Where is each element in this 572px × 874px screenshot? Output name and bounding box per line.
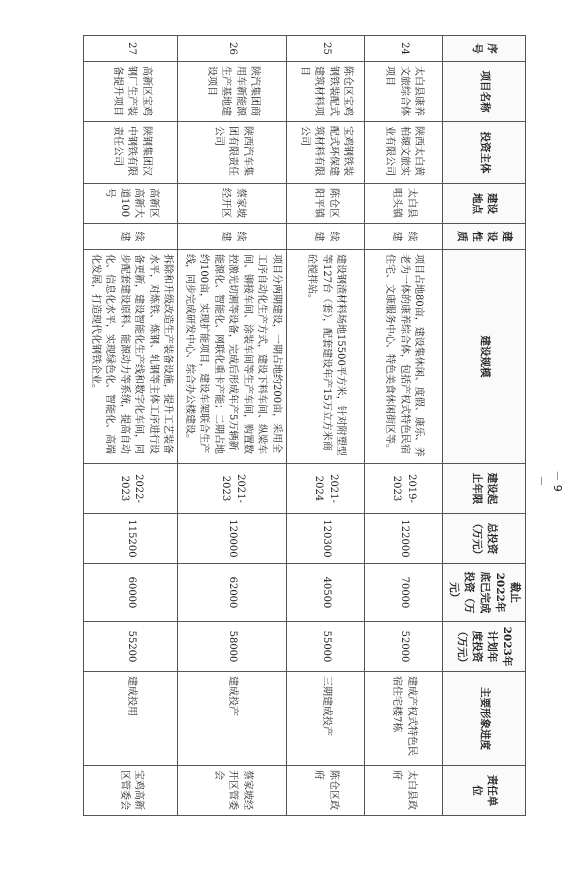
- cell-scale: 项目占地80亩，建设集休闲、度假、康乐、养老为一体的康养综合体，包括产权式特色民宿住宅、文康服务中心、特色美食休闲街区等。: [364, 250, 442, 464]
- cell-seq: 25: [286, 36, 364, 62]
- cell-completed: 40500: [286, 564, 364, 622]
- cell-location: 高新区高新大道100号: [84, 184, 178, 224]
- cell-scale: 拆除和升级改造生产装备设施，提升工艺装备水平，对炼铁、炼钢、轧钢等主体工序进行设备更新，建设智能化生产线和数字化车间，同步配套建设原料、能源动力等系统，提高自动化、信息化水平，实现绿色化、智能化、高端化发展，打造现代化钢铁企业。: [84, 250, 178, 464]
- header-name: 项目名称: [442, 62, 525, 122]
- cell-plan2023: 52000: [364, 622, 442, 672]
- header-location: 建设地点: [442, 184, 525, 224]
- cell-period: 2019-2023: [364, 464, 442, 514]
- cell-name: 陈仓区宝鸡钢铁装配式建筑材料项目: [286, 62, 364, 122]
- header-responsible: 责任单位: [442, 766, 525, 816]
- cell-total: 115200: [84, 514, 178, 564]
- cell-name: 陕汽集团商用车新能源生产基地建设项目: [178, 62, 287, 122]
- header-seq: 序号: [442, 36, 525, 62]
- cell-total: 120000: [178, 514, 287, 564]
- cell-period: 2021-2024: [286, 464, 364, 514]
- cell-seq: 27: [84, 36, 178, 62]
- header-progress: 主要形象进度: [442, 672, 525, 766]
- cell-responsible: 太白县政府: [364, 766, 442, 816]
- header-scale: 建设规模: [442, 250, 525, 464]
- cell-progress: 建成产权式特色民宿住宅楼7栋: [364, 672, 442, 766]
- project-table: [83, 35, 526, 816]
- page-number: － 9 －: [535, 470, 564, 492]
- cell-plan2023: 55200: [84, 622, 178, 672]
- table-row: [364, 36, 442, 816]
- cell-plan2023: 58000: [178, 622, 287, 672]
- header-total: 总投资（万元）: [442, 514, 525, 564]
- cell-nature: 续建: [286, 224, 364, 250]
- cell-total: 122000: [364, 514, 442, 564]
- cell-investor: 陕钢集团汉中钢铁有限责任公司: [84, 122, 178, 184]
- cell-period: 2022-2023: [84, 464, 178, 514]
- cell-completed: 70000: [364, 564, 442, 622]
- header-investor: 投资主体: [442, 122, 525, 184]
- cell-scale: 项目分两期建设，一期占地约200亩，采用全工序自动化生产方式，建设下料车间、纵梁车间、铆接车间、涂装车间等生产车间，购置数控激光切割等设备，完成后形成年产5万辆新能源化、智能化、网联化重卡产能；二期占地约100亩，实现扩能项目，建设车架联合生产线，同步完成研发中心、综合办公楼建设。: [178, 250, 287, 464]
- table-row: [178, 36, 287, 816]
- table-row: [84, 36, 178, 816]
- table-row: [286, 36, 364, 816]
- cell-progress: 三期建成投产: [286, 672, 364, 766]
- cell-total: 120300: [286, 514, 364, 564]
- header-nature: 建设性质: [442, 224, 525, 250]
- cell-completed: 62000: [178, 564, 287, 622]
- cell-seq: 24: [364, 36, 442, 62]
- cell-investor: 宝鸡钢铁装配式环保建筑材料有限公司: [286, 122, 364, 184]
- cell-name: 太白县康养文旅综合体项目: [364, 62, 442, 122]
- table-header-row: [442, 36, 525, 816]
- cell-investor: 陕西太白黄柏塬文旅实业有限公司: [364, 122, 442, 184]
- cell-investor: 陕西汽车集团有限责任公司: [178, 122, 287, 184]
- header-completed: 截止2022年底已完成投资（万元）: [442, 564, 525, 622]
- cell-location: 太白县咀头镇: [364, 184, 442, 224]
- cell-progress: 建成投产: [178, 672, 287, 766]
- cell-responsible: 蔡家坡经开区管委会: [178, 766, 287, 816]
- cell-completed: 60000: [84, 564, 178, 622]
- cell-nature: 续建: [84, 224, 178, 250]
- cell-period: 2021-2023: [178, 464, 287, 514]
- header-plan2023: 2023年计划年度投资（万元）: [442, 622, 525, 672]
- cell-seq: 26: [178, 36, 287, 62]
- cell-location: 蔡家坡经开区: [178, 184, 287, 224]
- cell-name: 高新区宝鸡钢厂生产装备提升项目: [84, 62, 178, 122]
- cell-progress: 建成投用: [84, 672, 178, 766]
- cell-plan2023: 55000: [286, 622, 364, 672]
- header-period: 建设起止年限: [442, 464, 525, 514]
- rotated-page: [36, 35, 526, 810]
- cell-scale: 建设钢渣材料场地15500平方米，针对附塑型等127台（套），配套建设年产15万立方米商砼搅拌站。: [286, 250, 364, 464]
- cell-nature: 续建: [178, 224, 287, 250]
- cell-responsible: 陈仓区政府: [286, 766, 364, 816]
- cell-responsible: 宝鸡高新区管委会: [84, 766, 178, 816]
- cell-nature: 续建: [364, 224, 442, 250]
- cell-location: 陈仓区阳平镇: [286, 184, 364, 224]
